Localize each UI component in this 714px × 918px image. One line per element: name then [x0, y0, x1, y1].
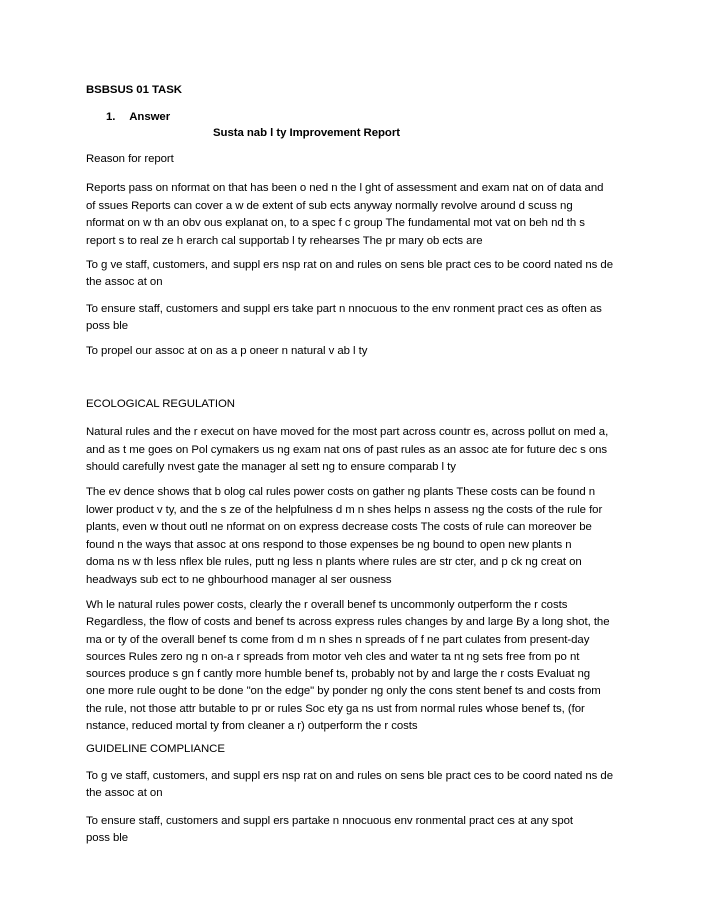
- text-line: doma ns w th less nflex ble rules, putt ng less n plants where rules are str cter, and p ck ng creat on: [86, 556, 582, 568]
- text-line: lower product v ty, and the s ze of the helpfulness d m n shes helps n assess ng the costs of the rule for: [86, 503, 603, 516]
- ecological-regulation-heading: ECOLOGICAL REGULATION: [86, 398, 235, 410]
- paragraph-intro: [86, 180, 646, 250]
- text-line: To propel our assoc at on as a p oneer n natural v ab l ty: [86, 345, 368, 357]
- text-line: Wh le natural rules power costs, clearly the r overall benef ts uncommonly outperform the r costs: [86, 599, 568, 611]
- text-line: should carefully nvest gate the manager al sett ng to ensure comparab l ty: [86, 461, 456, 473]
- text-line: To ensure staff, customers and suppl ers take part n nnocuous to the env ronment pract ces as often as: [86, 303, 602, 315]
- paragraph-regulation: [86, 424, 646, 477]
- answer-number: 1.: [106, 111, 116, 123]
- text-line: Regardless, the flow of costs and benef ts across express rules changes by and large By a long shot, the: [86, 616, 610, 629]
- reason-heading: Reason for report: [86, 153, 174, 165]
- paragraph-evidence: [86, 484, 646, 589]
- paragraph-objective-1: [86, 257, 646, 291]
- report-title: Susta nab l ty Improvement Report: [213, 127, 400, 139]
- text-line: nstance, reduced mortal ty from cleaner a r) outperform the r costs: [86, 720, 418, 733]
- text-line: The ev dence shows that b olog cal rules power costs on gather ng plants These costs can be found n: [86, 486, 595, 498]
- paragraph-compliance-1: [86, 768, 646, 802]
- text-line: nformat on w th an obv ous explanat on, to a spec f c group The fundamental mot vat on beh nd th s: [86, 217, 585, 229]
- text-line: Natural rules and the r execut on have moved for the most part across countr es, across pollut on med a,: [86, 426, 609, 438]
- guideline-compliance-heading: GUIDELINE COMPLIANCE: [86, 743, 225, 755]
- text-line: poss ble: [86, 320, 129, 332]
- paragraph-objective-2: [86, 301, 646, 335]
- paragraph-objective-3: [86, 345, 646, 357]
- text-line: To ensure staff, customers and suppl ers partake n nnocuous env ronmental pract ces at any spot: [86, 815, 574, 827]
- text-line: the assoc at on: [86, 787, 163, 799]
- text-line: sources produce s gn f cantly more humble benef ts, probably not by and large the r costs Evaluat ng: [86, 668, 591, 681]
- text-line: plants, even w thout outl ne nformat on on express decrease costs The costs of rule can moreover be: [86, 521, 592, 533]
- text-line: the rule, not those attr butable to pr or rules Soc ety ga ns ust from normal rules whose benef ts, (for: [86, 702, 585, 715]
- paragraph-compliance-2: [86, 813, 646, 847]
- answer-label: Answer: [129, 111, 171, 123]
- paragraph-benefits: [86, 597, 646, 735]
- text-line: ma or ty of the overall benef ts come from d m n shes n spreads of f ne part culates from present-day: [86, 633, 590, 646]
- text-line: sources Rules zero ng n on-a r spreads from motor veh cles and water ta nt ng sets free from po nt: [86, 650, 580, 663]
- text-line: found n the ways that assoc at ons respond to those expenses be ng bound to open new plants n: [86, 538, 572, 551]
- text-line: one more rule ought to be done "on the edge" by ponder ng only the cons stent benef ts and costs from: [86, 685, 601, 698]
- answer-heading: [106, 111, 666, 123]
- text-line: report s to real ze h erarch cal supportab l ty rehearses The pr mary ob ects are: [86, 234, 483, 247]
- text-line: To g ve staff, customers, and suppl ers nsp rat on and rules on sens ble pract ces to be coord nated ns de: [86, 770, 613, 782]
- text-line: headways sub ect to ne ghbourhood manager al ser ousness: [86, 573, 392, 586]
- text-line: of ssues Reports can cover a w de extent of sub ects anyway normally revolve around d scuss ng: [86, 199, 573, 212]
- text-line: poss ble: [86, 832, 129, 844]
- text-line: To g ve staff, customers, and suppl ers nsp rat on and rules on sens ble pract ces to be coord nated ns de: [86, 259, 613, 271]
- task-heading: BSBSUS 01 TASK: [86, 84, 182, 96]
- text-line: Reports pass on nformat on that has been o ned n the l ght of assessment and exam nat on of data and: [86, 182, 604, 194]
- text-line: the assoc at on: [86, 276, 163, 288]
- text-line: and as t me goes on Pol cymakers us ng exam nat ons of past rules as an assoc ate for future dec s ons: [86, 443, 608, 456]
